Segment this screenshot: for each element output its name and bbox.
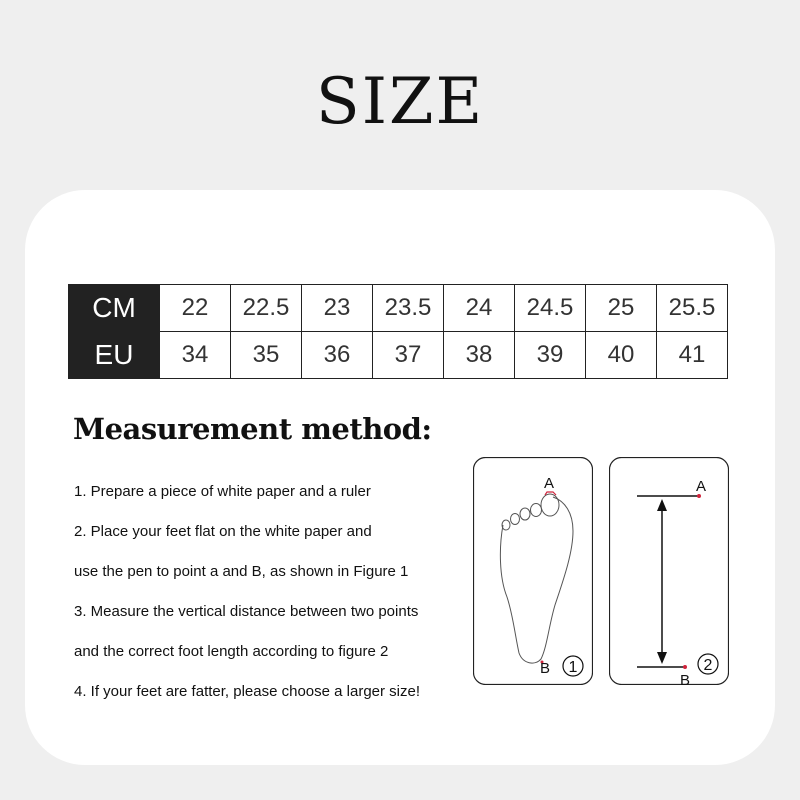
figure-1-point-b-label: B bbox=[540, 660, 551, 677]
table-cell: 37 bbox=[373, 332, 444, 379]
figure-2-point-b-label: B bbox=[680, 672, 691, 685]
table-cell: 41 bbox=[657, 332, 728, 379]
table-cell: 36 bbox=[302, 332, 373, 379]
table-cell: 25.5 bbox=[657, 285, 728, 332]
step-text: 4. If your feet are fatter, please choose a larger size! bbox=[74, 683, 421, 700]
point-b-dot-icon bbox=[683, 665, 687, 669]
table-cell: 38 bbox=[444, 332, 515, 379]
table-row-eu bbox=[69, 332, 728, 379]
measurement-steps bbox=[74, 481, 474, 721]
step-text: 2. Place your feet flat on the white paper and bbox=[74, 523, 372, 540]
table-cell: 23.5 bbox=[373, 285, 444, 332]
table-cell: 34 bbox=[160, 332, 231, 379]
figure-2-measure-diagram bbox=[609, 457, 729, 685]
table-cell: 39 bbox=[515, 332, 586, 379]
table-cell: 23 bbox=[302, 285, 373, 332]
size-chart-table bbox=[68, 284, 728, 379]
table-row-cm bbox=[69, 285, 728, 332]
figure-1-point-a-label: A bbox=[544, 475, 555, 492]
table-cell: 22 bbox=[160, 285, 231, 332]
table-cell: 40 bbox=[586, 332, 657, 379]
step-text: 3. Measure the vertical distance between two points bbox=[74, 603, 419, 620]
table-cell: 25 bbox=[586, 285, 657, 332]
page-title: SIZE bbox=[315, 65, 485, 139]
row-header-cm: CM bbox=[69, 285, 160, 332]
step-text: 1. Prepare a piece of white paper and a ruler bbox=[74, 483, 371, 500]
figure-2-number: 2 bbox=[703, 657, 713, 674]
table-cell: 22.5 bbox=[231, 285, 302, 332]
figure-1-foot-diagram bbox=[473, 457, 593, 685]
step-text: and the correct foot length according to figure 2 bbox=[74, 643, 389, 660]
table-cell: 24.5 bbox=[515, 285, 586, 332]
table-cell: 35 bbox=[231, 332, 302, 379]
table-cell: 24 bbox=[444, 285, 515, 332]
step-text: use the pen to point a and B, as shown in Figure 1 bbox=[74, 563, 409, 580]
figure-2-point-a-label: A bbox=[696, 478, 707, 495]
row-header-eu: EU bbox=[69, 332, 160, 379]
measurement-method-title: Measurement method: bbox=[73, 412, 432, 446]
figure-1-number: 1 bbox=[568, 659, 578, 676]
